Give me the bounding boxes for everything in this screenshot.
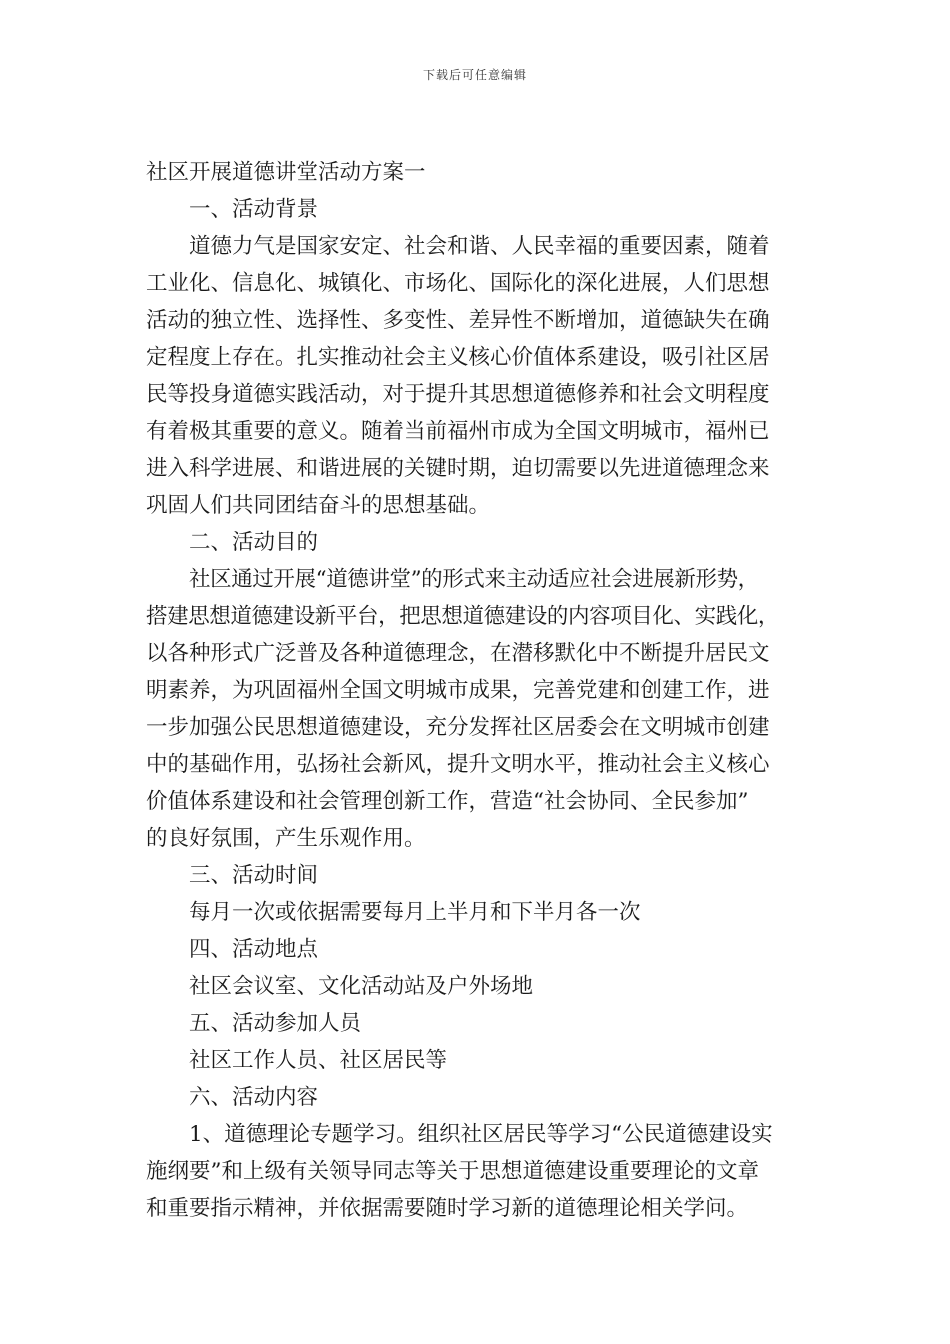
document-body [146, 154, 810, 1227]
paragraph-line: 活动的独立性、选择性、多变性、差异性不断增加，道德缺失在确 [146, 308, 770, 333]
paragraph-line: 进入科学进展、和谐进展的关键时期，迫切需要以先进道德理念来 [146, 456, 770, 481]
paragraph-line: 搭建思想道德建设新平台，把思想道德建设的内容项目化、实践化， [146, 604, 780, 629]
paragraph-line: 社区工作人员、社区居民等 [189, 1048, 448, 1073]
paragraph-line: 民等投身道德实践活动，对于提升其思想道德修养和社会文明程度 [146, 382, 770, 407]
paragraph-line: 有着极其重要的意义。随着当前福州市成为全国文明城市，福州已 [146, 419, 770, 444]
paragraph-line: 和重要指示精神，并依据需要随时学习新的道德理论相关学问。 [146, 1196, 749, 1221]
section-heading: 三、活动时间 [189, 863, 319, 888]
section-heading: 六、活动内容 [189, 1085, 319, 1110]
paragraph-line: 价值体系建设和社会管理创新工作，营造“社会协同、全民参加” [146, 789, 749, 814]
paragraph-line: 社区会议室、文化活动站及户外场地 [189, 974, 534, 999]
paragraph-line: 明素养，为巩固福州全国文明城市成果，完善党建和创建工作，进 [146, 678, 770, 703]
paragraph-line: 1、道德理论专题学习。组织社区居民等学习“公民道德建设实 [189, 1122, 773, 1147]
page-header-note: 下载后可任意编辑 [422, 68, 527, 82]
section-heading: 二、活动目的 [189, 530, 319, 555]
paragraph-line: 以各种形式广泛普及各种道德理念，在潜移默化中不断提升居民文 [146, 641, 770, 666]
section-heading: 五、活动参加人员 [189, 1011, 362, 1036]
paragraph-line: 社区通过开展“道德讲堂”的形式来主动适应社会进展新形势， [189, 567, 759, 592]
paragraph-line: 每月一次或依据需要每月上半月和下半月各一次 [189, 900, 641, 925]
section-heading: 一、活动背景 [189, 197, 319, 222]
document-title: 社区开展道德讲堂活动方案一 [146, 160, 426, 185]
paragraph-line: 道德力气是国家安定、社会和谐、人民幸福的重要因素，随着 [189, 234, 770, 259]
paragraph-line: 中的基础作用，弘扬社会新风，提升文明水平，推动社会主义核心 [146, 752, 770, 777]
paragraph-line: 工业化、信息化、城镇化、市场化、国际化的深化进展，人们思想 [146, 271, 770, 296]
section-heading: 四、活动地点 [189, 937, 319, 962]
paragraph-line: 一步加强公民思想道德建设，充分发挥社区居委会在文明城市创建 [146, 715, 770, 740]
paragraph-line: 的良好氛围，产生乐观作用。 [146, 826, 426, 851]
paragraph-line: 定程度上存在。扎实推动社会主义核心价值体系建设，吸引社区居 [146, 345, 770, 370]
paragraph-line: 巩固人们共同团结奋斗的思想基础。 [146, 493, 491, 518]
paragraph-line: 施纲要”和上级有关领导同志等关于思想道德建设重要理论的文章 [146, 1159, 759, 1184]
